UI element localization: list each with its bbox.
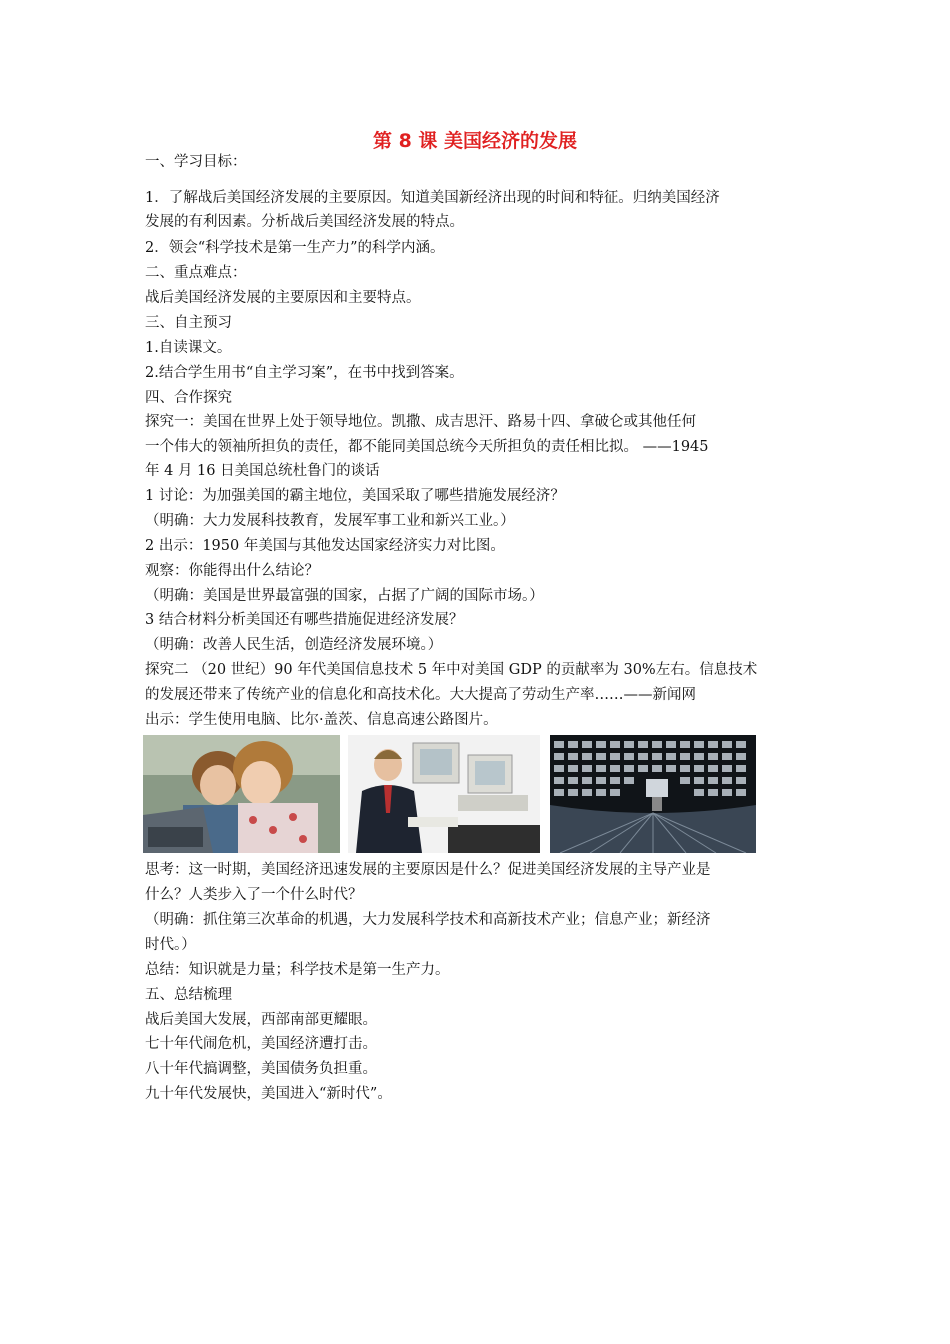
answer-think-line-1: （明确：抓住第三次革命的机遇，大力发展科学技术和高新技术产业；信息产业；新经济	[145, 912, 711, 928]
inquiry-2-line-2: 的发展还带来了传统产业的信息化和高技术化。大大提高了劳动生产率……——新闻网	[145, 687, 696, 703]
summary-line: 总结：知识就是力量；科学技术是第一生产力。	[145, 962, 450, 978]
show-pictures: 出示：学生使用电脑、比尔·盖茨、信息高速公路图片。	[145, 712, 498, 728]
answer-1: （明确：大力发展科技教育，发展军事工业和新兴工业。）	[145, 513, 515, 529]
answer-3: （明确：改善人民生活，创造经济发展环境。）	[145, 637, 443, 653]
inquiry-1-line-2: 一个伟大的领袖所担负的责任，都不能同美国总统今天所担负的责任相比拟。 ——1945	[145, 439, 709, 455]
answer-think-line-2: 时代。）	[145, 937, 196, 953]
lesson-title: 第 8 课 美国经济的发展	[372, 130, 578, 152]
section-heading-objectives: 一、学习目标：	[145, 154, 247, 170]
think-line-2: 什么？人类步入了一个什么时代？	[145, 887, 363, 903]
children-computer-photo	[143, 735, 340, 853]
section-heading-key-points: 二、重点难点：	[145, 265, 247, 281]
discussion-3: 3 结合材料分析美国还有哪些措施促进经济发展？	[145, 612, 464, 628]
objective-1-line-2: 发展的有利因素。分析战后美国经济发展的特点。	[145, 214, 464, 230]
section-heading-inquiry: 四、合作探究	[145, 390, 232, 406]
review-verse-4: 九十年代发展快，美国进入“新时代”。	[145, 1086, 392, 1102]
think-line-1: 思考：这一时期，美国经济迅速发展的主要原因是什么？促进美国经济发展的主导产业是	[145, 862, 711, 878]
review-verse-1: 战后美国大发展，西部南部更耀眼。	[145, 1012, 377, 1028]
answer-2: （明确：美国是世界最富强的国家，占据了广阔的国际市场。）	[145, 588, 544, 604]
information-highway-photo	[550, 735, 756, 853]
photo-row	[143, 735, 763, 853]
key-points-text: 战后美国经济发展的主要原因和主要特点。	[145, 290, 421, 306]
observe-2: 观察：你能得出什么结论？	[145, 563, 319, 579]
review-verse-3: 八十年代搞调整，美国债务负担重。	[145, 1061, 377, 1077]
inquiry-1-line-3: 年 4 月 16 日美国总统杜鲁门的谈话	[145, 463, 380, 479]
objective-2: 2．领会“科学技术是第一生产力”的科学内涵。	[145, 240, 445, 256]
preview-item-2: 2.结合学生用书“自主学习案”，在书中找到答案。	[145, 365, 464, 381]
show-2: 2 出示：1950 年美国与其他发达国家经济实力对比图。	[145, 538, 505, 554]
section-heading-preview: 三、自主预习	[145, 315, 232, 331]
section-heading-review: 五、总结梳理	[145, 987, 232, 1003]
objective-1-line-1: 1．了解战后美国经济发展的主要原因。知道美国新经济出现的时间和特征。归纳美国经济	[145, 190, 720, 206]
inquiry-1-line-1: 探究一：美国在世界上处于领导地位。凯撒、成吉思汗、路易十四、拿破仑或其他任何	[145, 414, 696, 430]
discussion-1: 1 讨论：为加强美国的霸主地位，美国采取了哪些措施发展经济？	[145, 488, 565, 504]
review-verse-2: 七十年代闹危机，美国经济遭打击。	[145, 1036, 377, 1052]
preview-item-1: 1.自读课文。	[145, 340, 232, 356]
inquiry-2-line-1: 探究二 （20 世纪）90 年代美国信息技术 5 年中对美国 GDP 的贡献率为 30%左右。信息技术	[145, 662, 758, 678]
bill-gates-photo	[348, 735, 540, 853]
